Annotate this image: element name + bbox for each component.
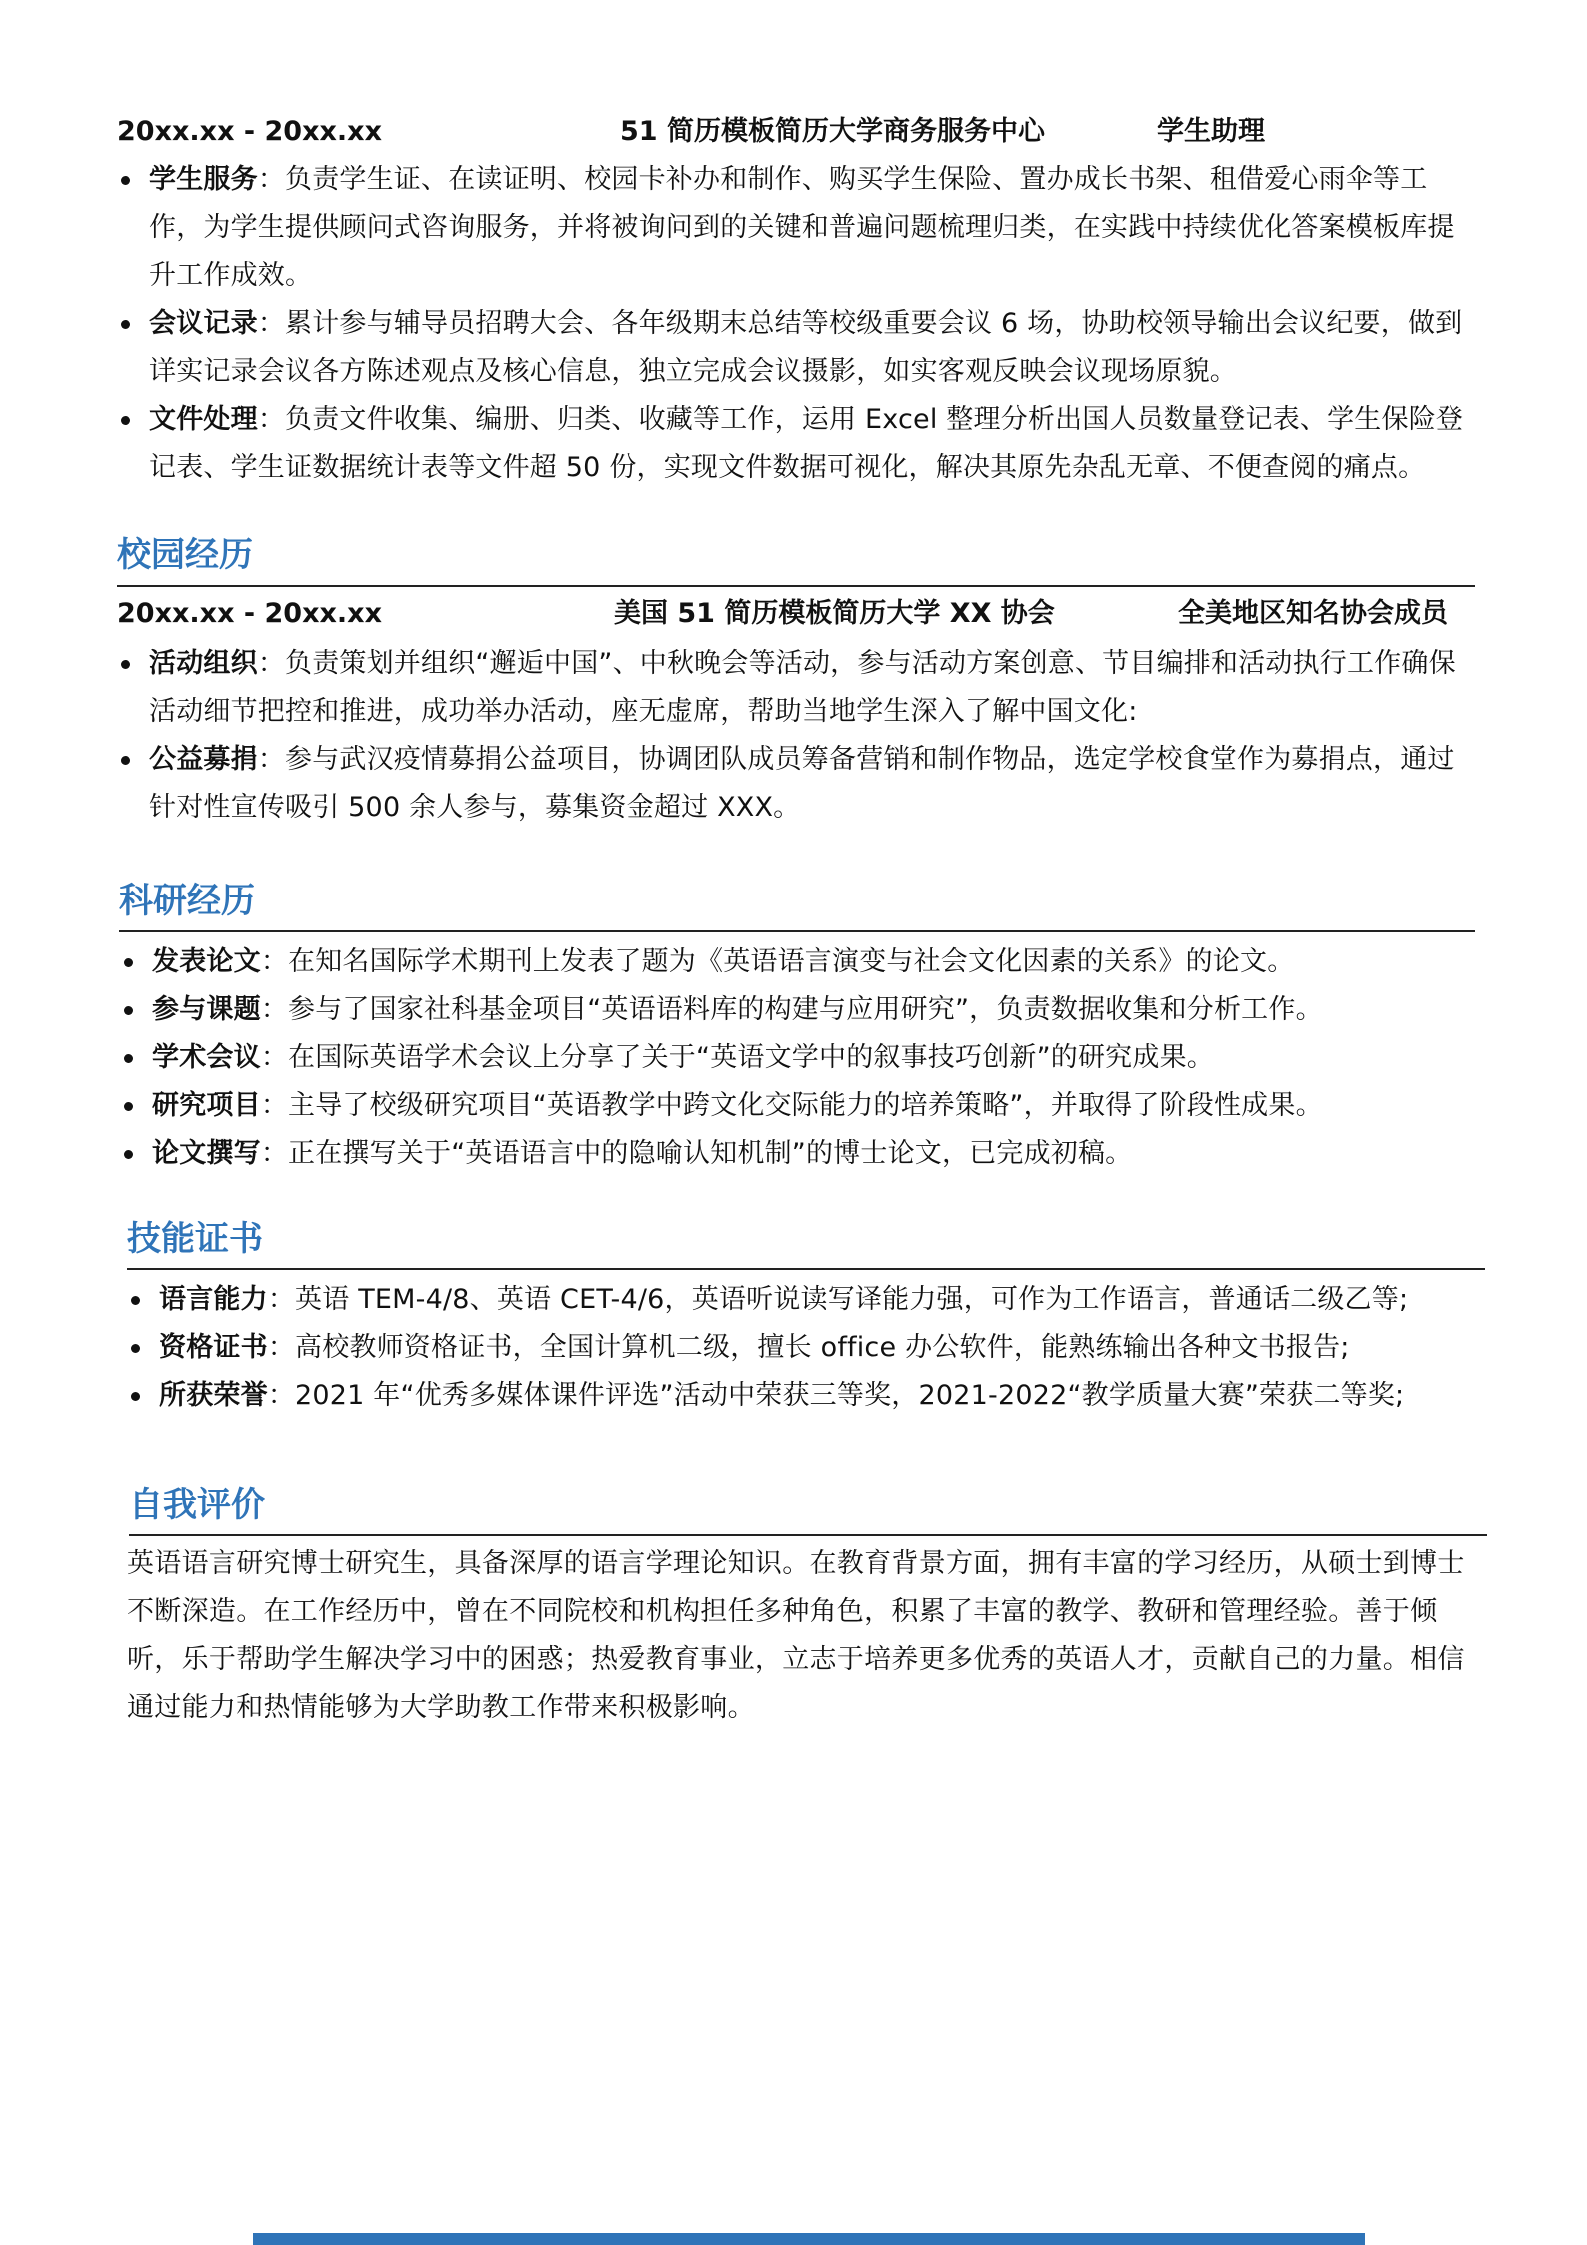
skills-bullets (127, 1276, 1487, 1420)
bullet-label: 语言能力 (159, 1284, 268, 1315)
bullet-label: 活动组织 (149, 648, 258, 679)
bullet-label: 论文撰写 (152, 1138, 261, 1169)
bullet-text: ：英语 TEM-4/8、英语 CET-4/6，英语听说读写译能力强，可作为工作语言，普通话二级乙等; (267, 1284, 1409, 1315)
list-item (127, 1276, 1487, 1324)
bullet-label: 会议记录 (149, 308, 258, 339)
section-rule (127, 1268, 1485, 1270)
bullet-text: ：累计参与辅导员招聘大会、各年级期末总结等校级重要会议 6 场，协助校领导输出会议纪要，做到详实记录会议各方陈述观点及核心信息，独立完成会议摄影，如实客观反映会议现场原貌。 (149, 308, 1463, 387)
section-title-campus: 校园经历 (117, 535, 253, 575)
list-item (120, 938, 1480, 986)
list-item (117, 736, 1477, 832)
list-item (120, 1034, 1480, 1082)
campus-entry-header (117, 594, 1477, 634)
work-entry-org: 51 简历模板简历大学商务服务中心 (620, 116, 1045, 147)
bullet-text: ：高校教师资格证书，全国计算机二级，擅长 office 办公软件，能熟练输出各种文书报告; (267, 1332, 1350, 1363)
bullet-label: 资格证书 (159, 1332, 268, 1363)
work-bullets (117, 156, 1477, 492)
bullet-text: ：正在撰写关于“英语语言中的隐喻认知机制”的博士论文，已完成初稿。 (260, 1138, 1133, 1169)
bullet-label: 学术会议 (152, 1042, 261, 1073)
bullet-text: ：负责策划并组织“邂逅中国”、中秋晚会等活动，参与活动方案创意、节目编排和活动执行工作确保活动细节把控和推进，成功举办活动，座无虚席，帮助当地学生深入了解中国文化: (149, 648, 1456, 727)
footer-bar (253, 2233, 1365, 2245)
list-item (127, 1372, 1487, 1420)
bullet-label: 参与课题 (152, 994, 261, 1025)
campus-entry-org: 美国 51 简历模板简历大学 XX 协会 (614, 598, 1055, 629)
section-title-skills: 技能证书 (127, 1219, 263, 1259)
list-item (117, 156, 1477, 300)
work-entry-role: 学生助理 (1157, 116, 1265, 147)
bullet-label: 研究项目 (152, 1090, 261, 1121)
campus-entry-role: 全美地区知名协会成员 (1178, 598, 1448, 629)
bullet-text: ：负责文件收集、编册、归类、收藏等工作，运用 Excel 整理分析出国人员数量登记表、学生保险登记表、学生证数据统计表等文件超 50 份，实现文件数据可视化，解决其原先杂乱无章、不便查阅的痛点。 (149, 404, 1464, 483)
bullet-text: ：在国际英语学术会议上分享了关于“英语文学中的叙事技巧创新”的研究成果。 (260, 1042, 1214, 1073)
list-item (120, 1082, 1480, 1130)
list-item (120, 1130, 1480, 1178)
list-item (120, 986, 1480, 1034)
campus-bullets (117, 640, 1477, 832)
section-rule (129, 1534, 1487, 1536)
work-entry-header (117, 112, 1477, 152)
list-item (117, 640, 1477, 736)
bullet-label: 所获荣誉 (159, 1380, 268, 1411)
section-rule (117, 585, 1475, 587)
bullet-label: 学生服务 (149, 164, 258, 195)
bullet-text: ：负责学生证、在读证明、校园卡补办和制作、购买学生保险、置办成长书架、租借爱心雨伞等工作，为学生提供顾问式咨询服务，并将被询问到的关键和普遍问题梳理归类，在实践中持续优化答案模板库提升工作成效。 (149, 164, 1455, 291)
bullet-label: 文件处理 (149, 404, 258, 435)
bullet-label: 发表论文 (152, 946, 261, 977)
bullet-text: ：参与武汉疫情募捐公益项目，协调团队成员筹备营销和制作物品，选定学校食堂作为募捐点，通过针对性宣传吸引 500 余人参与，募集资金超过 XXX。 (149, 744, 1455, 823)
section-title-research: 科研经历 (119, 881, 255, 921)
research-bullets (120, 938, 1480, 1178)
bullet-text: ：主导了校级研究项目“英语教学中跨文化交际能力的培养策略”，并取得了阶段性成果。 (260, 1090, 1323, 1121)
list-item (117, 300, 1477, 396)
bullet-label: 公益募捐 (149, 744, 258, 775)
self-evaluation-text: 英语语言研究博士研究生，具备深厚的语言学理论知识。在教育背景方面，拥有丰富的学习经历，从硕士到博士不断深造。在工作经历中，曾在不同院校和机构担任多种角色，积累了丰富的教学、教研和管理经验。善于倾听，乐于帮助学生解决学习中的困惑；热爱教育事业，立志于培养更多优秀的英语人才，贡献自己的力量。相信通过能力和热情能够为大学助教工作带来积极影响。 (127, 1548, 1465, 1723)
campus-entry-date: 20xx.xx - 20xx.xx (117, 598, 382, 629)
list-item (117, 396, 1477, 492)
list-item (127, 1324, 1487, 1372)
work-entry-date: 20xx.xx - 20xx.xx (117, 116, 382, 147)
section-title-self: 自我评价 (129, 1485, 265, 1525)
bullet-text: ：2021 年“优秀多媒体课件评选”活动中荣获三等奖，2021-2022“教学质量大赛”荣获二等奖; (267, 1380, 1405, 1411)
section-rule (119, 930, 1475, 932)
bullet-text: ：在知名国际学术期刊上发表了题为《英语语言演变与社会文化因素的关系》的论文。 (260, 946, 1295, 977)
bullet-text: ：参与了国家社科基金项目“英语语料库的构建与应用研究”，负责数据收集和分析工作。 (260, 994, 1323, 1025)
